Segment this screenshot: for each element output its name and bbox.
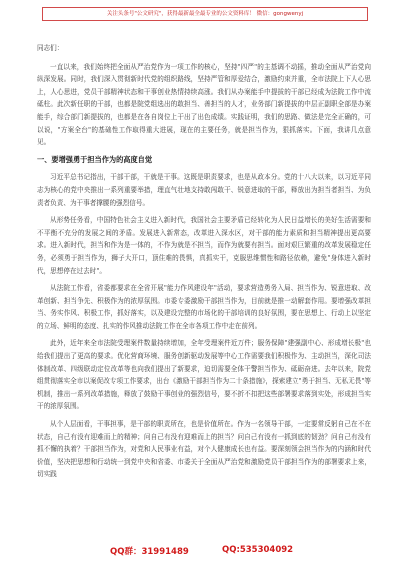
- paragraph: 一直以来，我们始终把全面从严治党作为一项工作的核心，坚持"四严"的主基调不动摇，推动全面从严治党向纵深发展。同时，我们深入贯彻新时代党的组织路线，坚持严管和厚爱结合，激励约束并重，全市法院上下人心思上，人心思进，党员干部精神状态和干事创业热情持续高涨。我们从办案能手中提拔的干部已经成为法院工作中流砥柱。此次新任职的干部，也都是院党组选出的敢担当、善担当的人才，业务部门新提拔的中层正副职全部是办案能手，综合部门新提拔的，也都是在各自岗位上干出了出色成绩。实践证明，我们的思路、做法是完全正确的，可以说，"方案全台"的基础性工作取得重大进展，现在的主要任务，就是担当作为，狠抓落实。下面，我讲几点意见。: [37, 62, 371, 147]
- paragraph: 此外，近年来全市法院受理案件数量持续增加，全年受理案件近万件；服务保障"建强副中心、形成增长极"也给我们提出了更高的要求。优化营商环境、服务创新驱动发展等中心工作需要我们积极作为、主动担当，深化司法体制改革、四级联动定位改革等也向我们提出了新要求，迫切需要全体干警担当作为、砥砺奋进。去年以来，院党组贯彻落实全市以案促改专项工作要求，出台《激励干部担当作为二十条措施》，探索建立"勇于担当、无私无畏"等机制，推出一系列改革措施，释放了鼓励干事创业的强烈信号，要不折不扣把这些部署要求落到实处，形成担当实干的浓厚氛围。: [37, 339, 371, 411]
- paragraph: 从个人层面看，干事担事，是干部的职责所在，也是价值所在。作为一名领导干部，一定要常反躬自己在不在状态，自己有没有迎难而上的精神；问自己有没有迎难而上的担当？问自己有没有一抓到底的韧劲？问自己有没有抓不懈的执着？干部担当作为，对党和人民事业有益，对个人健康成长也有益。要深刻领会担当作为的内涵和时代价值，坚决把思想和行动统一到党中央和省委、市委关于全面从严治党和激励党员干部担当作为的部署要求上来，切实践: [37, 420, 371, 479]
- contact-footer: [0, 545, 408, 561]
- greeting: 同志们：: [37, 44, 64, 52]
- document-body: [37, 42, 371, 486]
- paragraph: 从形势任务看，中国特色社会主义进入新时代，我国社会主要矛盾已经转化为人民日益增长的美好生活需要和不平衡不充分的发展之间的矛盾。发展进入新常态，改革进入深水区，对干部的能力素质和担当精神提出更高要求。进入新时代，担当和作为是一体的，不作为就是不担当，而作为就要有担当。面对艰巨繁重的改革发展稳定任务，必须勇于担当作为，狮子大开口，顶住难的畏惧，真抓实干，克服思维惯性和路径依赖，避免"身体进入新时代，思想停在过去时"。: [37, 216, 371, 275]
- section-heading: 一、要增强勇于担当作为的高度自觉: [37, 154, 153, 164]
- qq-group-number: QQ群：31991489: [110, 547, 189, 557]
- promo-banner: 关注头条号"公文研究"，获得最新最全最专业的公文资料库！ 微信：gongwenyj: [42, 7, 368, 21]
- paragraph: 从法院工作看，省委都要求在全省开展"能力作风建设年"活动，要求营造勇务入局、担当作为、锐意进取、改革创新、担当争先、积极作为的浓厚氛围。市委专委激励干部担当作为，目前就是推一动解套作用。要增强改革担当、务实作风、积极工作，抓好落实，以及建设完整的市场化的干部培训的良好氛围，要在思想上、行动上以坚定的立场、鲜明的态度、扎实的作风推动法院工作在全市各项工作中走在前列。: [37, 284, 371, 330]
- paragraph: 习近平总书记指出，干部干部，干就是干事。这既是职责要求，也是从政本分。党的十八大以来，以习近平同志为核心的党中央推出一系列重要举措，理直气壮地支持敢闯敢干、锐意进取的干部，释放出为担当者担当、为负责者负责、为干事者撑腰的强烈信号。: [37, 173, 371, 207]
- qq-number: QQ:535304092: [222, 545, 294, 555]
